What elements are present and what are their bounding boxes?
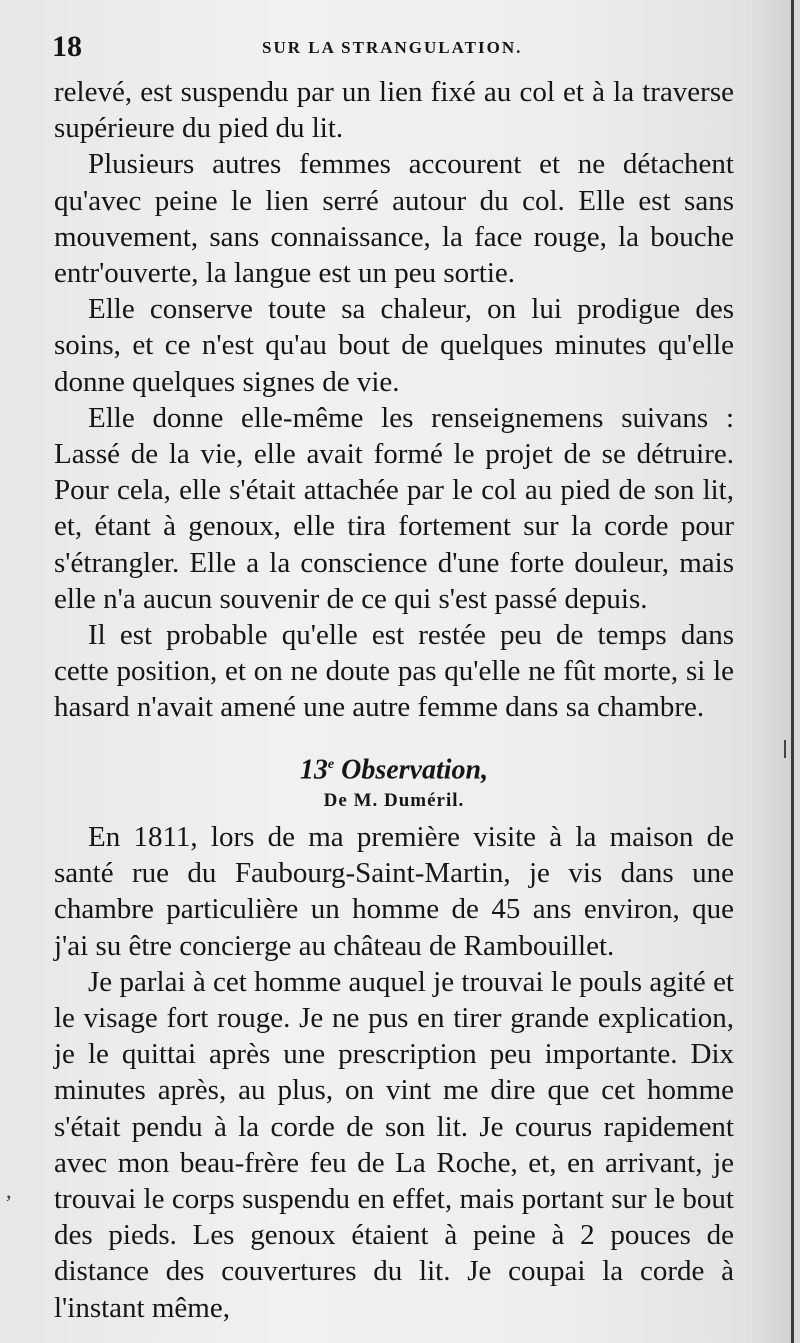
page-edge-shadow	[794, 0, 800, 1343]
text-block-top	[54, 74, 734, 726]
observation-number-suffix: e	[327, 757, 335, 772]
paragraph: En 1811, lors de ma première visite à la maison de santé rue du Faubourg-Saint-Martin, je vis dans une chambre particulière un homme de 45 ans environ, que j'ai su être concierge au château de Rambouillet.	[54, 821, 734, 962]
paragraph-continuation: relevé, est suspendu par un lien fixé au col et à la traverse supérieure du pied du lit.	[54, 76, 734, 145]
running-head: SUR LA STRANGULATION.	[262, 38, 523, 57]
observation-author: De M. Duméril.	[323, 790, 465, 811]
page-number: 18	[52, 30, 82, 63]
paragraph: Il est probable qu'elle est restée peu de temps dans cette position, et on ne doute pas qu'elle ne fût morte, si le hasard n'avait amené une autre femme dans sa chambre.	[54, 619, 734, 724]
observation-title: Observation,	[334, 754, 489, 786]
observation-heading	[54, 747, 734, 786]
paragraph: Elle donne elle-même les renseignemens suivans : Lassé de la vie, elle avait formé le projet de se détruire. Pour cela, elle s'était attachée par le col au pied de son lit, et, étant à genoux, elle tira fortement sur la corde pour s'étrangler. Elle a la conscience d'une forte douleur, mais elle n'a aucun souvenir de ce qui s'est passé depuis.	[54, 401, 734, 615]
page-header	[52, 30, 756, 66]
paragraph: Elle conserve toute sa chaleur, on lui prodigue des soins, et ce n'est qu'au bout de quelques minutes qu'elle donne quelques signes de vie.	[54, 293, 734, 398]
margin-tick: ,	[6, 1178, 12, 1203]
paragraph: Je parlai à cet homme auquel je trouvai le pouls agité et le visage fort rouge. Je ne pus en tirer grande explication, je le quittai après une prescription peu importante. Dix minutes après, au plus, on vint me dire que cet homme s'était pendu à la corde de son lit. Je courus rapidement avec mon beau-frère feu de La Roche, et, en arrivant, je trouvai le corps suspendu en effet, mais portant sur le bout des pieds. Les genoux étaient à peine à 2 pouces de distance des couvertures du lit. Je coupai la corde à l'instant même,	[54, 965, 734, 1324]
paragraph: Plusieurs autres femmes accourent et ne détachent qu'avec peine le lien serré autour du col. Elle est sans mouvement, sans connaissance, la face rouge, la bouche entr'ouverte, la langue est un peu sortie.	[54, 148, 734, 290]
observation-number: 13	[299, 754, 328, 786]
margin-mark	[784, 740, 786, 758]
text-block-bottom	[54, 747, 734, 1326]
page-edge-line	[791, 0, 794, 1343]
